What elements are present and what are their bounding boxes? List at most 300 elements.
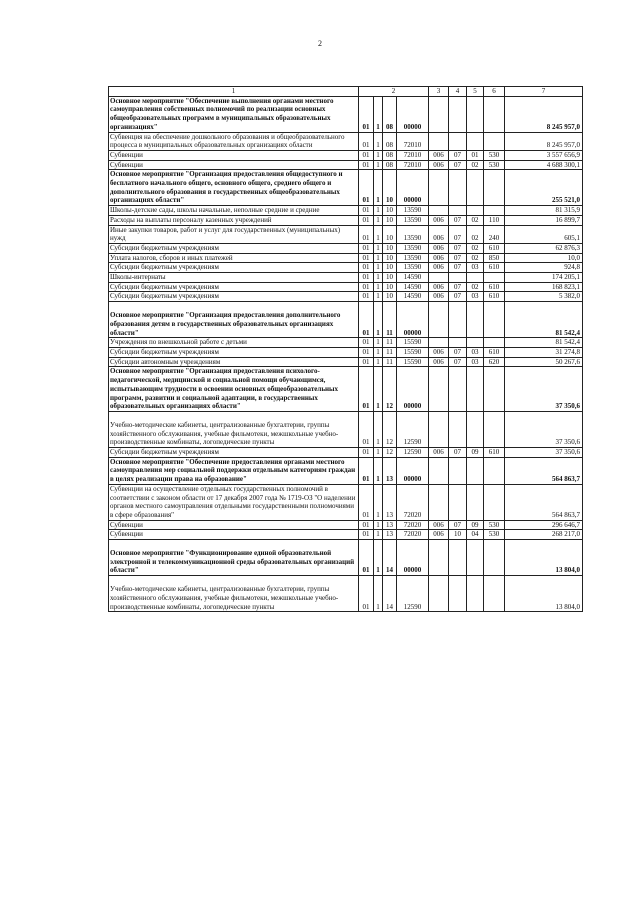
col-4-section: 10 — [449, 530, 467, 540]
col-5-subsection — [467, 132, 484, 150]
col-4-section: 07 — [449, 253, 467, 263]
row-name: Субсидии бюджетным учреждениям — [109, 263, 359, 273]
code-part-3: 11 — [383, 338, 397, 348]
code-part-3: 10 — [383, 263, 397, 273]
code-part-1: 01 — [359, 484, 374, 520]
col-4-section: 07 — [449, 160, 467, 170]
table-row — [109, 160, 583, 170]
table-row — [109, 457, 583, 484]
col-5-subsection — [467, 367, 484, 412]
code-part-2: 1 — [374, 150, 383, 160]
col-6-expense-type: 610 — [484, 347, 505, 357]
col-6-expense-type — [484, 540, 505, 576]
row-amount: 8 245 957,0 — [505, 132, 583, 150]
code-part-4: 13590 — [397, 263, 429, 273]
row-amount: 81 315,9 — [505, 206, 583, 216]
col-3-code — [429, 484, 449, 520]
code-part-1: 01 — [359, 357, 374, 367]
code-part-3: 10 — [383, 206, 397, 216]
code-part-3: 10 — [383, 170, 397, 206]
table-row — [109, 273, 583, 283]
col-4-section — [449, 411, 467, 447]
col-6-expense-type — [484, 132, 505, 150]
code-part-4: 00000 — [397, 170, 429, 206]
col-6-expense-type — [484, 273, 505, 283]
col-4-section — [449, 206, 467, 216]
col-6-expense-type: 530 — [484, 160, 505, 170]
code-part-4: 00000 — [397, 302, 429, 338]
code-part-3: 11 — [383, 347, 397, 357]
code-part-4: 00000 — [397, 96, 429, 132]
col-5-subsection: 02 — [467, 243, 484, 253]
row-name: Субвенции — [109, 520, 359, 530]
row-name-text: Основное мероприятие "Организация предоставления дополнительного образования детям в государственных образовательных организациях области" — [110, 311, 341, 337]
row-name: Субвенции — [109, 150, 359, 160]
row-name: Субсидии бюджетным учреждениям — [109, 282, 359, 292]
code-part-4: 13590 — [397, 206, 429, 216]
code-part-4: 15590 — [397, 338, 429, 348]
row-name: Учреждения по внешкольной работе с детьми — [109, 338, 359, 348]
header-row — [109, 87, 583, 97]
row-name: Субвенция на обеспечение дошкольного образования и общеобразовательного процесса в муниципальных образовательных организациях области — [109, 132, 359, 150]
code-part-3: 08 — [383, 160, 397, 170]
header-col-5: 5 — [467, 87, 484, 97]
col-6-expense-type — [484, 96, 505, 132]
table-row — [109, 347, 583, 357]
code-part-2: 1 — [374, 263, 383, 273]
col-4-section: 07 — [449, 347, 467, 357]
col-3-code — [429, 367, 449, 412]
header-col-3: 3 — [429, 87, 449, 97]
col-3-code: 006 — [429, 160, 449, 170]
col-6-expense-type: 610 — [484, 448, 505, 458]
code-part-1: 01 — [359, 150, 374, 160]
row-name: Уплата налогов, сборов и иных платежей — [109, 253, 359, 263]
row-name: Субсидии бюджетным учреждениям — [109, 347, 359, 357]
col-6-expense-type: 110 — [484, 215, 505, 225]
table-row — [109, 150, 583, 160]
col-4-section: 07 — [449, 282, 467, 292]
code-part-1: 01 — [359, 253, 374, 263]
col-3-code: 006 — [429, 520, 449, 530]
code-part-4: 72020 — [397, 530, 429, 540]
col-5-subsection: 02 — [467, 253, 484, 263]
code-part-4: 13590 — [397, 215, 429, 225]
row-spacer — [110, 302, 357, 311]
code-part-1: 01 — [359, 540, 374, 576]
table-row — [109, 170, 583, 206]
col-5-subsection — [467, 457, 484, 484]
col-3-code — [429, 170, 449, 206]
row-spacer — [110, 540, 357, 549]
row-name-text: Учебно-методические кабинеты, централизованные бухгалтерии, группы хозяйственного обслуживания, учебные фильмотеки, межшкольные учебно-производственные комбинаты, логопедические пункты — [110, 585, 339, 611]
col-3-code — [429, 457, 449, 484]
col-4-section: 07 — [449, 225, 467, 243]
code-part-4: 72010 — [397, 150, 429, 160]
code-part-4: 12590 — [397, 448, 429, 458]
code-part-4: 12590 — [397, 411, 429, 447]
code-part-4: 15590 — [397, 347, 429, 357]
col-5-subsection — [467, 96, 484, 132]
col-4-section — [449, 338, 467, 348]
col-4-section — [449, 484, 467, 520]
code-part-3: 08 — [383, 132, 397, 150]
row-name: Субвенции — [109, 160, 359, 170]
page-number: 2 — [318, 39, 322, 48]
code-part-1: 01 — [359, 302, 374, 338]
col-5-subsection — [467, 576, 484, 612]
col-5-subsection: 02 — [467, 225, 484, 243]
col-3-code: 006 — [429, 448, 449, 458]
col-4-section: 07 — [449, 292, 467, 302]
code-part-4: 00000 — [397, 457, 429, 484]
code-part-1: 01 — [359, 282, 374, 292]
row-amount: 13 804,0 — [505, 576, 583, 612]
table-row — [109, 357, 583, 367]
col-6-expense-type — [484, 302, 505, 338]
table-body — [109, 96, 583, 612]
code-part-1: 01 — [359, 273, 374, 283]
col-3-code: 006 — [429, 263, 449, 273]
row-amount: 13 804,0 — [505, 540, 583, 576]
table-row — [109, 411, 583, 447]
code-part-2: 1 — [374, 448, 383, 458]
col-6-expense-type — [484, 411, 505, 447]
col-5-subsection — [467, 273, 484, 283]
code-part-2: 1 — [374, 484, 383, 520]
col-5-subsection — [467, 206, 484, 216]
table-row — [109, 530, 583, 540]
row-amount: 605,1 — [505, 225, 583, 243]
table-row — [109, 282, 583, 292]
row-name: Основное мероприятие "Обеспечение выполнения органами местного самоуправления собственных полномочий по реализации основных общеобразовательных программ в муниципальных образовательных организациях" — [109, 96, 359, 132]
col-3-code — [429, 96, 449, 132]
col-4-section: 07 — [449, 150, 467, 160]
col-3-code — [429, 338, 449, 348]
code-part-3: 10 — [383, 243, 397, 253]
col-3-code — [429, 411, 449, 447]
code-part-2: 1 — [374, 253, 383, 263]
budget-table — [108, 86, 583, 612]
col-5-subsection — [467, 411, 484, 447]
code-part-2: 1 — [374, 540, 383, 576]
table-row — [109, 206, 583, 216]
col-5-subsection: 02 — [467, 215, 484, 225]
col-5-subsection: 02 — [467, 282, 484, 292]
row-name: Основное мероприятие "Организация предоставления психолого-педагогической, медицинской и социальной помощи обучающимся, испытывающим трудности в освоении основных общеобразовательных программ, развитии и социальной адаптации, в государственных образовательных организациях области" — [109, 367, 359, 412]
col-4-section: 07 — [449, 263, 467, 273]
code-part-4: 72020 — [397, 520, 429, 530]
col-4-section: 07 — [449, 520, 467, 530]
code-part-1: 01 — [359, 96, 374, 132]
col-6-expense-type — [484, 367, 505, 412]
row-amount: 174 205,1 — [505, 273, 583, 283]
row-amount: 296 646,7 — [505, 520, 583, 530]
code-part-2: 1 — [374, 530, 383, 540]
col-3-code: 006 — [429, 282, 449, 292]
table-row — [109, 338, 583, 348]
table-row — [109, 576, 583, 612]
code-part-4: 00000 — [397, 540, 429, 576]
col-3-code: 006 — [429, 150, 449, 160]
code-part-2: 1 — [374, 170, 383, 206]
table-row — [109, 215, 583, 225]
code-part-2: 1 — [374, 347, 383, 357]
col-4-section: 07 — [449, 215, 467, 225]
col-6-expense-type — [484, 338, 505, 348]
col-3-code: 006 — [429, 357, 449, 367]
code-part-3: 10 — [383, 273, 397, 283]
col-6-expense-type: 240 — [484, 225, 505, 243]
row-amount: 81 542,4 — [505, 302, 583, 338]
code-part-4: 12590 — [397, 576, 429, 612]
table-row — [109, 484, 583, 520]
row-amount: 16 899,7 — [505, 215, 583, 225]
col-3-code: 006 — [429, 253, 449, 263]
row-amount: 924,8 — [505, 263, 583, 273]
code-part-2: 1 — [374, 338, 383, 348]
col-4-section — [449, 540, 467, 576]
col-3-code — [429, 576, 449, 612]
row-amount: 3 557 656,9 — [505, 150, 583, 160]
code-part-1: 01 — [359, 132, 374, 150]
col-4-section — [449, 576, 467, 612]
col-6-expense-type: 530 — [484, 530, 505, 540]
code-part-1: 01 — [359, 411, 374, 447]
col-5-subsection: 09 — [467, 520, 484, 530]
code-part-1: 01 — [359, 225, 374, 243]
row-name: Субсидии бюджетным учреждениям — [109, 292, 359, 302]
code-part-3: 10 — [383, 282, 397, 292]
table-row — [109, 540, 583, 576]
row-name — [109, 302, 359, 338]
row-name — [109, 576, 359, 612]
code-part-1: 01 — [359, 292, 374, 302]
header-col-2: 2 — [359, 87, 429, 97]
col-3-code — [429, 540, 449, 576]
code-part-3: 14 — [383, 540, 397, 576]
row-amount: 37 350,6 — [505, 411, 583, 447]
table-row — [109, 302, 583, 338]
row-amount: 8 245 957,0 — [505, 96, 583, 132]
row-amount: 37 350,6 — [505, 448, 583, 458]
table-row — [109, 520, 583, 530]
code-part-3: 13 — [383, 484, 397, 520]
col-3-code: 006 — [429, 215, 449, 225]
col-5-subsection: 01 — [467, 150, 484, 160]
code-part-3: 10 — [383, 253, 397, 263]
code-part-2: 1 — [374, 411, 383, 447]
code-part-1: 01 — [359, 530, 374, 540]
code-part-1: 01 — [359, 367, 374, 412]
col-6-expense-type: 620 — [484, 357, 505, 367]
col-5-subsection: 02 — [467, 160, 484, 170]
row-name: Субвенции — [109, 530, 359, 540]
col-6-expense-type: 610 — [484, 292, 505, 302]
col-4-section — [449, 457, 467, 484]
code-part-3: 13 — [383, 457, 397, 484]
header-col-1: 1 — [109, 87, 359, 97]
col-6-expense-type — [484, 484, 505, 520]
row-name: Расходы на выплаты персоналу казенных учреждений — [109, 215, 359, 225]
code-part-1: 01 — [359, 215, 374, 225]
col-5-subsection: 03 — [467, 263, 484, 273]
row-name-text: Основное мероприятие "Функционирование единой образовательной электронной и телекоммуникационной среды образовательных организаций области" — [110, 549, 355, 575]
col-3-code — [429, 132, 449, 150]
col-5-subsection: 04 — [467, 530, 484, 540]
table-row — [109, 292, 583, 302]
col-3-code: 006 — [429, 292, 449, 302]
table-row — [109, 253, 583, 263]
code-part-2: 1 — [374, 160, 383, 170]
header-col-4: 4 — [449, 87, 467, 97]
code-part-3: 12 — [383, 411, 397, 447]
col-4-section: 07 — [449, 448, 467, 458]
code-part-1: 01 — [359, 206, 374, 216]
col-5-subsection: 03 — [467, 357, 484, 367]
code-part-2: 1 — [374, 367, 383, 412]
code-part-1: 01 — [359, 448, 374, 458]
row-spacer — [110, 412, 357, 421]
code-part-1: 01 — [359, 457, 374, 484]
row-name — [109, 540, 359, 576]
code-part-3: 08 — [383, 150, 397, 160]
col-3-code: 006 — [429, 530, 449, 540]
table-row — [109, 96, 583, 132]
code-part-4: 72020 — [397, 484, 429, 520]
code-part-1: 01 — [359, 576, 374, 612]
row-name: Субсидии бюджетным учреждениям — [109, 448, 359, 458]
code-part-3: 12 — [383, 367, 397, 412]
row-amount: 31 274,8 — [505, 347, 583, 357]
col-4-section — [449, 96, 467, 132]
code-part-2: 1 — [374, 273, 383, 283]
col-6-expense-type: 610 — [484, 243, 505, 253]
code-part-3: 08 — [383, 96, 397, 132]
col-4-section — [449, 273, 467, 283]
row-amount: 81 542,4 — [505, 338, 583, 348]
col-4-section: 07 — [449, 357, 467, 367]
code-part-1: 01 — [359, 160, 374, 170]
code-part-4: 00000 — [397, 367, 429, 412]
col-6-expense-type — [484, 170, 505, 206]
code-part-3: 14 — [383, 576, 397, 612]
row-amount: 168 823,1 — [505, 282, 583, 292]
code-part-1: 01 — [359, 338, 374, 348]
code-part-4: 72010 — [397, 132, 429, 150]
row-amount: 564 863,7 — [505, 484, 583, 520]
col-3-code: 006 — [429, 225, 449, 243]
code-part-2: 1 — [374, 520, 383, 530]
row-name: Субсидии автономным учреждениям — [109, 357, 359, 367]
row-spacer — [110, 576, 357, 585]
col-5-subsection: 03 — [467, 347, 484, 357]
code-part-3: 10 — [383, 215, 397, 225]
code-part-4: 13590 — [397, 253, 429, 263]
row-amount: 37 350,6 — [505, 367, 583, 412]
col-5-subsection: 09 — [467, 448, 484, 458]
col-3-code: 006 — [429, 243, 449, 253]
code-part-1: 01 — [359, 520, 374, 530]
code-part-2: 1 — [374, 96, 383, 132]
col-3-code: 006 — [429, 347, 449, 357]
col-6-expense-type: 530 — [484, 520, 505, 530]
code-part-4: 72010 — [397, 160, 429, 170]
col-3-code — [429, 302, 449, 338]
col-3-code — [429, 206, 449, 216]
code-part-2: 1 — [374, 457, 383, 484]
row-name: Основное мероприятие "Обеспечение предоставления органами местного самоуправления мер социальной поддержки отдельным категориям граждан в целях реализации права на образование" — [109, 457, 359, 484]
row-amount: 268 217,0 — [505, 530, 583, 540]
col-6-expense-type — [484, 206, 505, 216]
table-row — [109, 367, 583, 412]
code-part-4: 15590 — [397, 357, 429, 367]
col-4-section — [449, 170, 467, 206]
code-part-4: 14590 — [397, 292, 429, 302]
code-part-4: 14590 — [397, 273, 429, 283]
code-part-2: 1 — [374, 576, 383, 612]
table-row — [109, 263, 583, 273]
row-amount: 62 876,3 — [505, 243, 583, 253]
row-amount: 10,0 — [505, 253, 583, 263]
col-6-expense-type: 610 — [484, 263, 505, 273]
code-part-2: 1 — [374, 206, 383, 216]
row-name-text: Учебно-методические кабинеты, централизованные бухгалтерии, группы хозяйственного обслуживания, учебные фильмотеки, межшкольные учебно-производственные комбинаты, логопедические пункты — [110, 420, 339, 447]
header-col-6: 6 — [484, 87, 505, 97]
row-amount: 5 382,0 — [505, 292, 583, 302]
code-part-3: 12 — [383, 448, 397, 458]
col-4-section — [449, 367, 467, 412]
code-part-2: 1 — [374, 282, 383, 292]
col-4-section — [449, 302, 467, 338]
col-4-section — [449, 132, 467, 150]
col-5-subsection: 03 — [467, 292, 484, 302]
code-part-4: 14590 — [397, 282, 429, 292]
col-6-expense-type: 610 — [484, 282, 505, 292]
code-part-3: 13 — [383, 530, 397, 540]
code-part-1: 01 — [359, 263, 374, 273]
code-part-1: 01 — [359, 170, 374, 206]
row-name: Школы-детские сады, школы начальные, неполные средние и средние — [109, 206, 359, 216]
header-col-7: 7 — [505, 87, 583, 97]
code-part-2: 1 — [374, 132, 383, 150]
code-part-3: 10 — [383, 292, 397, 302]
code-part-1: 01 — [359, 347, 374, 357]
code-part-2: 1 — [374, 302, 383, 338]
row-name: Субвенции на осуществление отдельных государственных полномочий в соответствии с законом области от 17 декабря 2007 года № 1719-ОЗ "О наделении органов местного самоуправления отдельными государственными полномочиями в сфере образования" — [109, 484, 359, 520]
row-amount: 50 267,6 — [505, 357, 583, 367]
code-part-3: 13 — [383, 520, 397, 530]
code-part-3: 11 — [383, 302, 397, 338]
col-4-section: 07 — [449, 243, 467, 253]
row-amount: 564 863,7 — [505, 457, 583, 484]
col-5-subsection — [467, 302, 484, 338]
table-row — [109, 243, 583, 253]
col-6-expense-type — [484, 576, 505, 612]
code-part-4: 13590 — [397, 225, 429, 243]
col-6-expense-type: 850 — [484, 253, 505, 263]
code-part-1: 01 — [359, 243, 374, 253]
table-row — [109, 225, 583, 243]
code-part-3: 11 — [383, 357, 397, 367]
code-part-2: 1 — [374, 225, 383, 243]
col-6-expense-type: 530 — [484, 150, 505, 160]
code-part-2: 1 — [374, 357, 383, 367]
col-3-code — [429, 273, 449, 283]
code-part-3: 10 — [383, 225, 397, 243]
row-name: Школы-интернаты — [109, 273, 359, 283]
code-part-2: 1 — [374, 243, 383, 253]
